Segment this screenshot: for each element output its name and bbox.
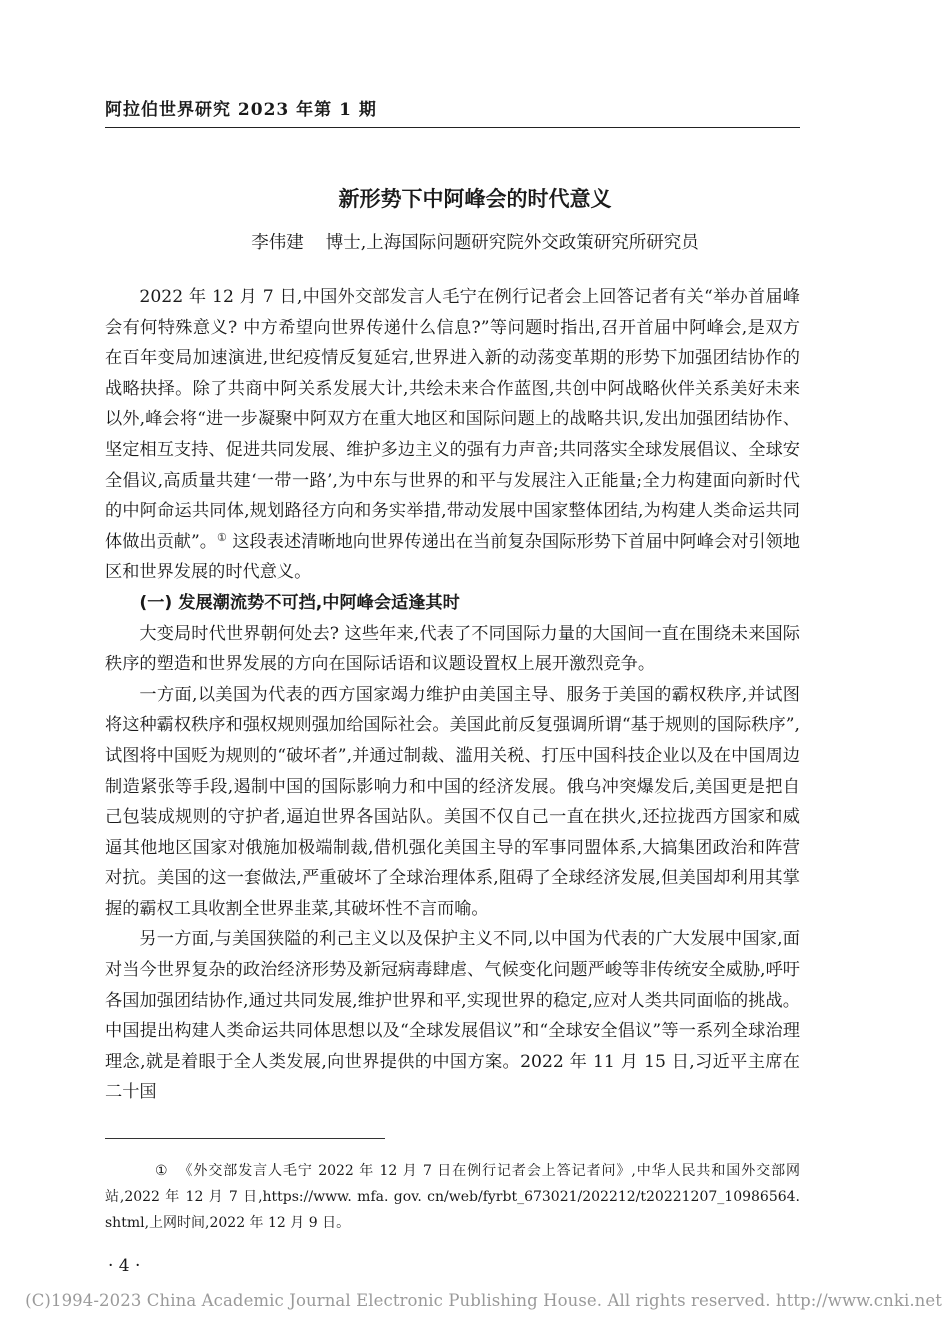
footnote <box>105 1158 800 1236</box>
paragraph: 一方面,以美国为代表的西方国家竭力维护由美国主导、服务于美国的霸权秩序,并试图将这种霸权秩序和强权规则强加给国际社会。美国此前反复强调所谓“基于规则的国际秩序”,试图将中国贬为规则的“破坏者”,并通过制裁、滥用关税、打压中国科技企业以及在中国周边制造紧张等手段,遏制中国的国际影响力和中国的经济发展。俄乌冲突爆发后,美国更是把自己包装成规则的守护者,逼迫世界各国站队。美国不仅自己一直在拱火,还拉拢西方国家和威逼其他地区国家对俄施加极端制裁,借机强化美国主导的军事同盟体系,大搞集团政治和阵营对抗。美国的这一套做法,严重破坏了全球治理体系,阻碍了全球经济发展,但美国却利用其掌握的霸权工具收割全世界韭菜,其破坏性不言而喻。 <box>105 684 800 919</box>
footnote-rule <box>105 1138 385 1139</box>
author-name: 李伟建 <box>251 233 304 253</box>
footnote-mark: ① <box>155 1163 169 1179</box>
author-affiliation: 博士,上海国际问题研究院外交政策研究所研究员 <box>325 233 699 253</box>
running-head: 阿拉伯世界研究 2023 年第 1 期 <box>105 100 377 120</box>
footnote-text: 《外交部发言人毛宁 2022 年 12 月 7 日在例行记者会上答记者问》,中华人民共和国外交部网站,2022 年 12 月 7 日,https://www. mfa. gov. cn/web/fyrbt_673021/202212/t20221207_10986564. shtml,上网时间,2022 年 12 月 9 日。 <box>105 1163 800 1231</box>
byline <box>0 229 950 254</box>
paragraph: 另一方面,与美国狭隘的利己主义以及保护主义不同,以中国为代表的广大发展中国家,面对当今世界复杂的政治经济形势及新冠病毒肆虐、气候变化问题严峻等非传统安全威胁,呼吁各国加强团结协作,通过共同发展,维护世界和平,实现世界的稳定,应对人类共同面临的挑战。中国提出构建人类命运共同体思想以及“全球发展倡议”和“全球安全倡议”等一系列全球治理理念,就是着眼于全人类发展,向世界提供的中国方案。2022 年 11 月 15 日,习近平主席在二十国 <box>105 929 800 1103</box>
footnote-reference[interactable]: ① <box>217 530 227 544</box>
article-title: 新形势下中阿峰会的时代意义 <box>338 187 612 211</box>
paragraph-text: 这段表述清晰地向世界传递出在当前复杂国际形势下首届中阿峰会对引领地区和世界发展的时代意义。 <box>105 531 800 583</box>
paragraph-text: 2022 年 12 月 7 日,中国外交部发言人毛宁在例行记者会上回答记者有关“举办首届峰会有何特殊意义? 中方希望向世界传递什么信息?”等问题时指出,召开首届中阿峰会,是双方在百年变局加速演进,世纪疫情反复延宕,世界进入新的动荡变革期的形势下加强团结协作的战略抉择。除了共商中阿关系发展大计,共绘未来合作蓝图,共创中阿战略伙伴关系美好未来以外,峰会将“进一步凝聚中阿双方在重大地区和国际问题上的战略共识,发出加强团结协作、坚定相互支持、促进共同发展、维护多边主义的强有力声音;共同落实全球发展倡议、全球安全倡议,高质量共建‘一带一路’,为中东与世界的和平与发展注入正能量;全力构建面向新时代的中阿命运共同体,规划路径方向和务实举措,带动发展中国家整体团结,为构建人类命运共同体做出贡献”。 <box>105 287 800 552</box>
paragraph <box>105 282 800 588</box>
header-rule <box>105 127 800 128</box>
page-number: · 4 · <box>108 1256 141 1276</box>
paragraph: 大变局时代世界朝何处去? 这些年来,代表了不同国际力量的大国间一直在围绕未来国际秩序的塑造和世界发展的方向在国际话语和议题设置权上展开激烈竞争。 <box>105 623 800 675</box>
copyright-notice: (C)1994-2023 China Academic Journal Electronic Publishing House. All rights reserved. http://www.cnki.net <box>25 1291 942 1310</box>
article-body <box>105 282 800 1108</box>
section-heading: (一) 发展潮流势不可挡,中阿峰会适逢其时 <box>139 592 460 613</box>
